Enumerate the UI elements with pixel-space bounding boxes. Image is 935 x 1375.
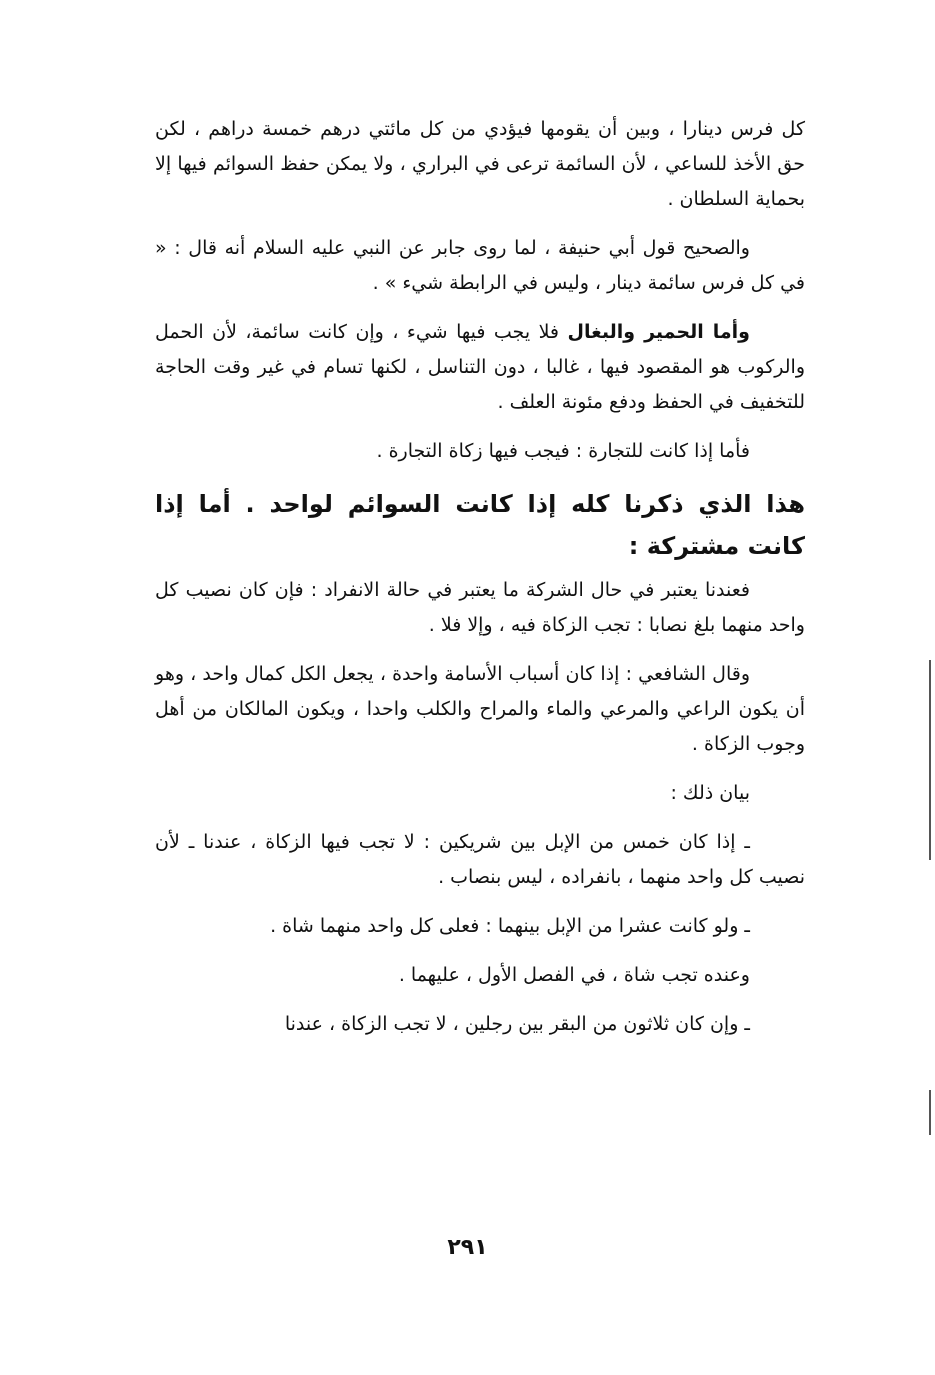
paragraph-5: فعندنا يعتبر في حال الشركة ما يعتبر في حالة الانفراد : فإن كان نصيب كل واحد منهما بلغ نصابا : تجب الزكاة فيه ، وإلا فلا .: [155, 579, 805, 636]
paragraph-6: وقال الشافعي : إذا كان أسباب الأسامة واحدة ، يجعل الكل كمال واحد ، وهو أن يكون الراعي والمرعي والماء والمراح والكلب واحدا ، ويكون المالكان من أهل وجوب الزكاة .: [155, 663, 805, 755]
paragraph-9: ـ ولو كانت عشرا من الإبل بينهما : فعلى كل واحد منهما شاة .: [270, 915, 750, 937]
scan-edge-mark: [929, 1090, 931, 1135]
paragraph-3-bold-lead: وأما الحمير والبغال: [567, 321, 750, 343]
section-heading: هذا الذي ذكرنا كله إذا كانت السوائم لواحد . أما إذا كانت مشتركة :: [155, 490, 805, 560]
paragraph-3: [155, 315, 805, 420]
scan-edge-mark: [929, 660, 931, 860]
paragraph-10: وعنده تجب شاة ، في الفصل الأول ، عليهما .: [398, 964, 750, 986]
paragraph-7: بيان ذلك :: [670, 782, 750, 804]
paragraph-4: فأما إذا كانت للتجارة : فيجب فيها زكاة التجارة .: [376, 440, 750, 462]
page-number: ٢٩١: [447, 1235, 488, 1260]
paragraph-11: ـ وإن كان ثلاثون من البقر بين رجلين ، لا تجب الزكاة ، عندنا: [284, 1013, 750, 1035]
paragraph-8: ـ إذا كان خمس من الإبل بين شريكين : لا تجب فيها الزكاة ، عندنا ـ لأن نصيب كل واحد منهما ، بانفراده ، ليس بنصاب .: [155, 831, 805, 888]
page-body: [155, 112, 805, 1042]
paragraph-1: كل فرس دينارا ، وبين أن يقومها فيؤدي من كل مائتي درهم خمسة دراهم ، لكن حق الأخذ للساعي ، لأن السائمة ترعى في البراري ، ولا يمكن حفظ السوائم فيها إلا بحماية السلطان .: [155, 118, 805, 210]
paragraph-3-text: فلا يجب فيها شيء ، وإن كانت سائمة، لأن الحمل والركوب هو المقصود فيها ، غالبا ، دون التناسل ، لكنها تسام في غير وقت الحاجة للتخفيف في الحفظ ودفع مئونة العلف .: [155, 321, 805, 413]
paragraph-2: والصحيح قول أبي حنيفة ، لما روى جابر عن النبي عليه السلام أنه قال : « في كل فرس سائمة دينار ، وليس في الرابطة شيء » .: [155, 237, 805, 294]
